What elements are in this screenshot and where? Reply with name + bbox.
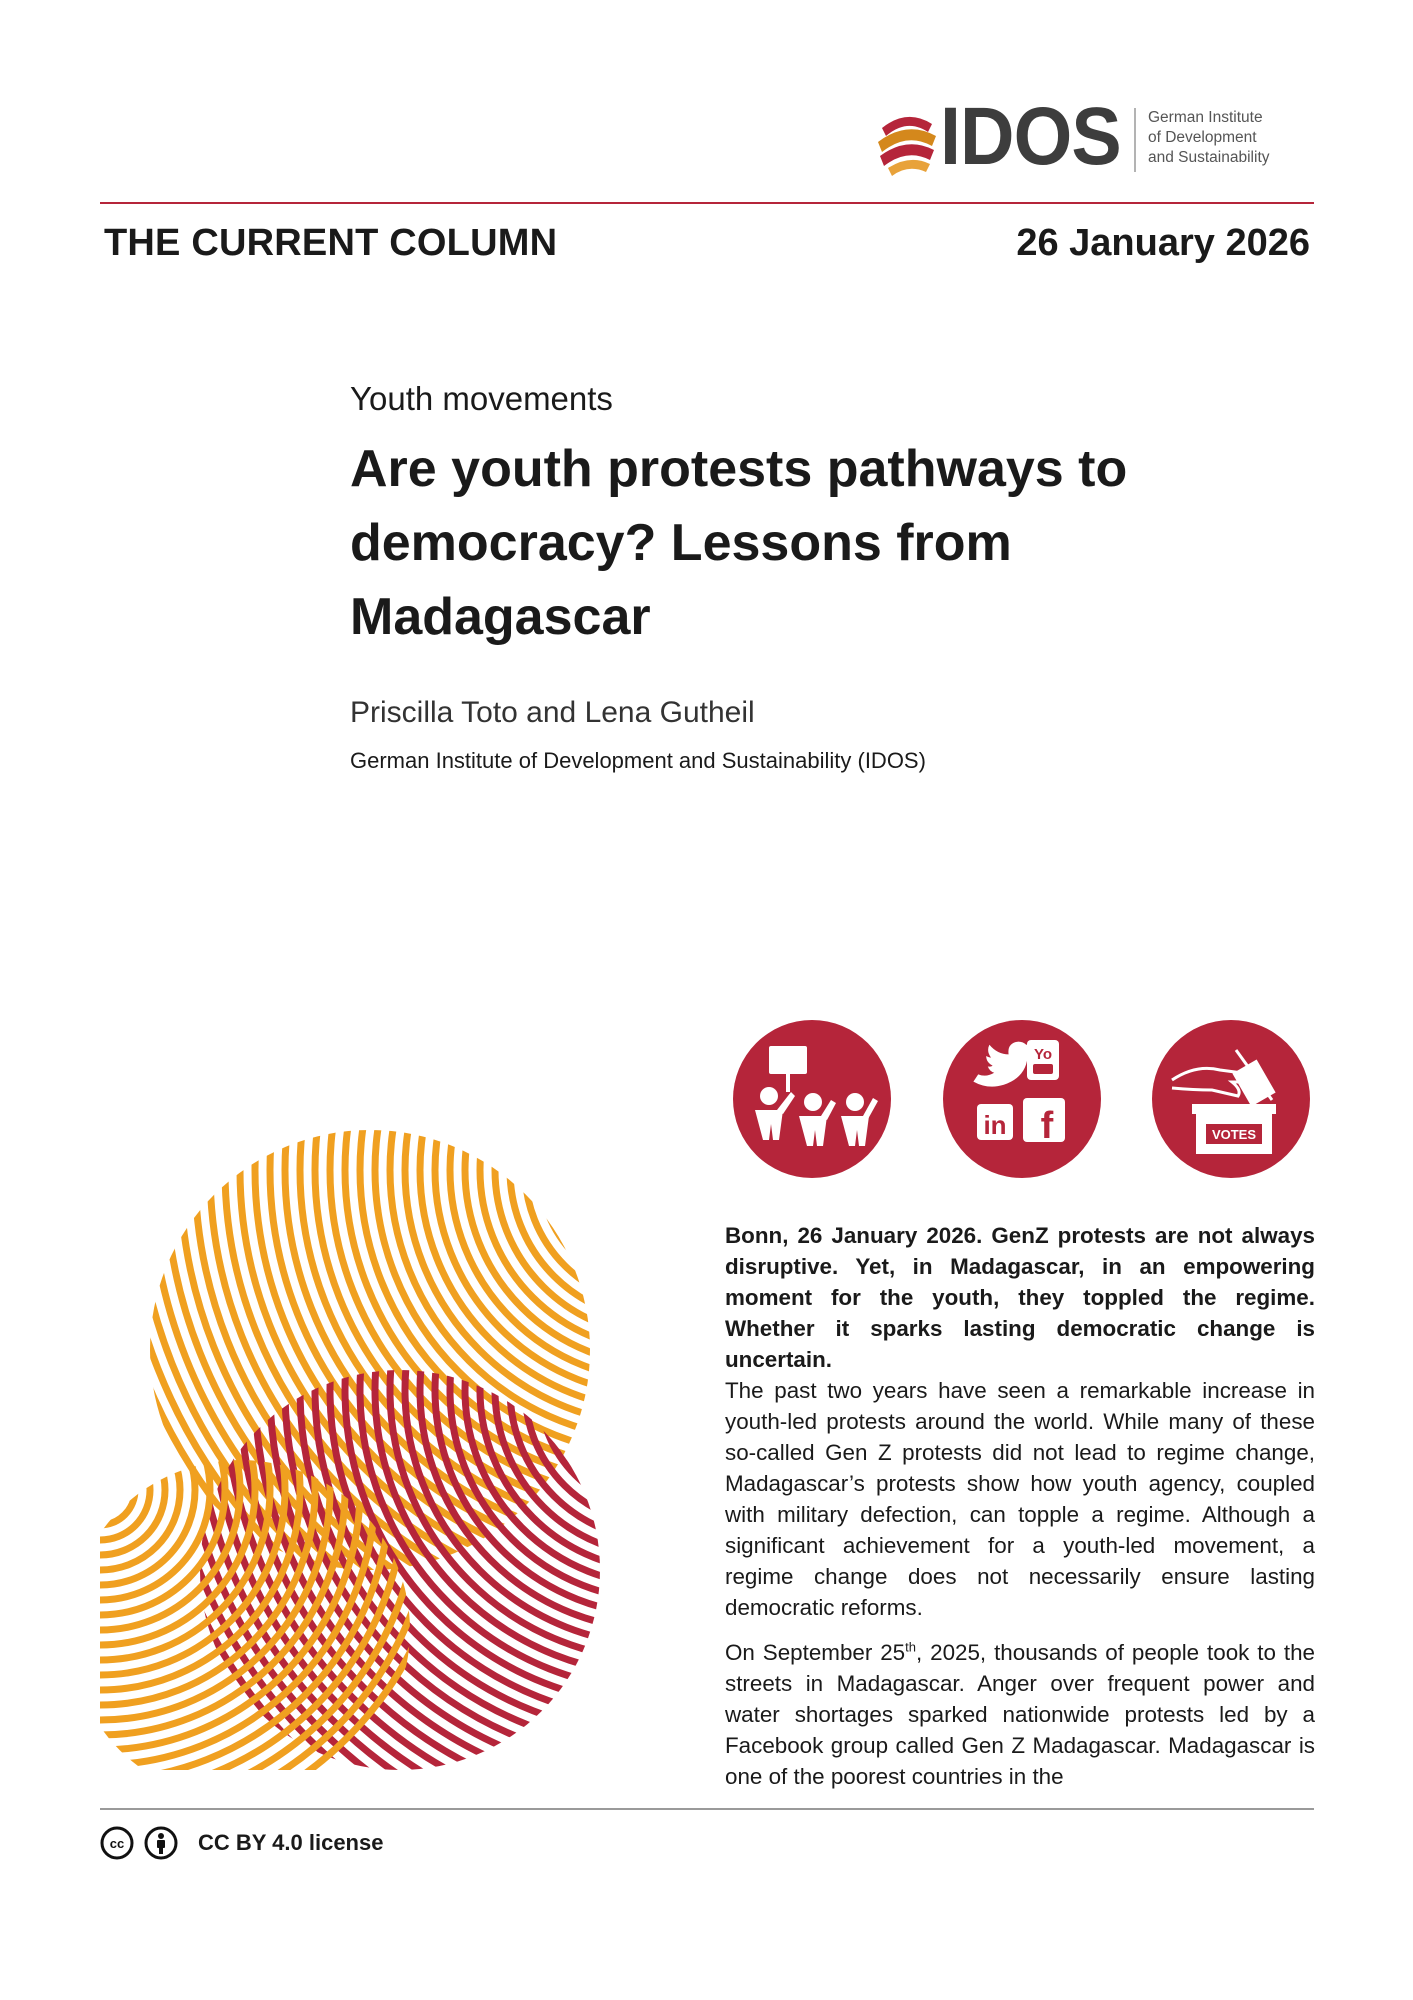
ordinal-suffix: th	[905, 1639, 916, 1655]
pattern-arc	[585, 1130, 660, 1245]
column-label: THE CURRENT COLUMN	[104, 222, 558, 264]
author-affiliation: German Institute of Development and Sustainability (IDOS)	[350, 748, 926, 773]
article-kicker: Youth movements	[350, 380, 613, 417]
footer-rule	[100, 1808, 1314, 1810]
logo-subtitle-line: of Development	[1148, 129, 1257, 146]
pattern-arc	[630, 1140, 660, 1200]
pattern-arc	[100, 1455, 135, 1525]
article-authors: Priscilla Toto and Lena Gutheil	[350, 696, 755, 729]
pattern-arc	[525, 1130, 660, 1305]
license-text: CC BY 4.0 license	[198, 1830, 384, 1855]
article-body	[725, 1220, 1315, 1792]
svg-text:cc: cc	[109, 1836, 125, 1851]
ballot-label: VOTES	[1211, 1127, 1257, 1142]
idos-logo	[872, 91, 1312, 182]
logo-subtitle-line: and Sustainability	[1148, 149, 1270, 166]
lead-paragraph: Bonn, 26 January 2026. GenZ protests are not always disruptive. Yet, in Madagascar, in an empowering moment for the youth, they toppled the regime. Whether it sparks lasting democratic change is uncertain.	[725, 1223, 1315, 1372]
logo-wordmark: IDOS	[940, 91, 1121, 182]
header-rule	[100, 202, 1314, 204]
svg-text:Yo: Yo	[1033, 1046, 1053, 1063]
pattern-arc	[555, 1130, 660, 1275]
logo-subtitle	[1148, 108, 1318, 168]
social-media-icon	[943, 1020, 1101, 1178]
concentric-arcs-pattern	[100, 1130, 660, 1770]
svg-text:f: f	[1040, 1105, 1054, 1147]
para2-prefix: On September 25	[725, 1640, 906, 1665]
pattern-arc	[615, 1130, 660, 1215]
protest-icon	[733, 1020, 891, 1178]
logo-divider	[1134, 108, 1136, 172]
pattern-arc	[510, 1130, 660, 1320]
svg-text:in: in	[983, 1110, 1007, 1140]
ballot-box-icon	[1152, 1020, 1310, 1178]
attribution-icon	[144, 1826, 178, 1860]
logo-subtitle-line: German Institute	[1148, 109, 1263, 126]
pattern-arc	[630, 1360, 660, 1420]
pattern-arc	[600, 1130, 660, 1230]
idos-logo-mark-icon	[872, 106, 942, 178]
article-title: Are youth protests pathways to democracy? Lessons from Madagascar	[350, 440, 1128, 646]
creative-commons-icon	[100, 1826, 134, 1860]
pattern-arc	[570, 1300, 660, 1480]
para2-rest: , 2025, thousands of people took to the streets in Madagascar. Anger over frequent power and water shortages sparked nationwide protests led by a Facebook group called Gen Z Madagascar. Madagascar is one of the poorest countries in the	[725, 1640, 1315, 1789]
pattern-arc	[100, 1470, 120, 1510]
body-paragraph: The past two years have seen a remarkable increase in youth-led protests around the world. While many of these so-called Gen Z protests did not lead to regime change, Madagascar’s protests show how youth agency, coupled with military defection, can topple a regime. Although a significant achievement for a youth-led movement, a regime change does not necessarily ensure lasting democratic reforms.	[725, 1378, 1315, 1620]
pattern-arc	[600, 1330, 660, 1450]
pattern-arc	[570, 1130, 660, 1260]
pattern-arc	[615, 1345, 660, 1435]
pattern-arc	[585, 1315, 660, 1465]
body-paragraph	[725, 1637, 1315, 1792]
pattern-arc	[540, 1130, 660, 1290]
publication-date: 26 January 2026	[1016, 222, 1310, 264]
